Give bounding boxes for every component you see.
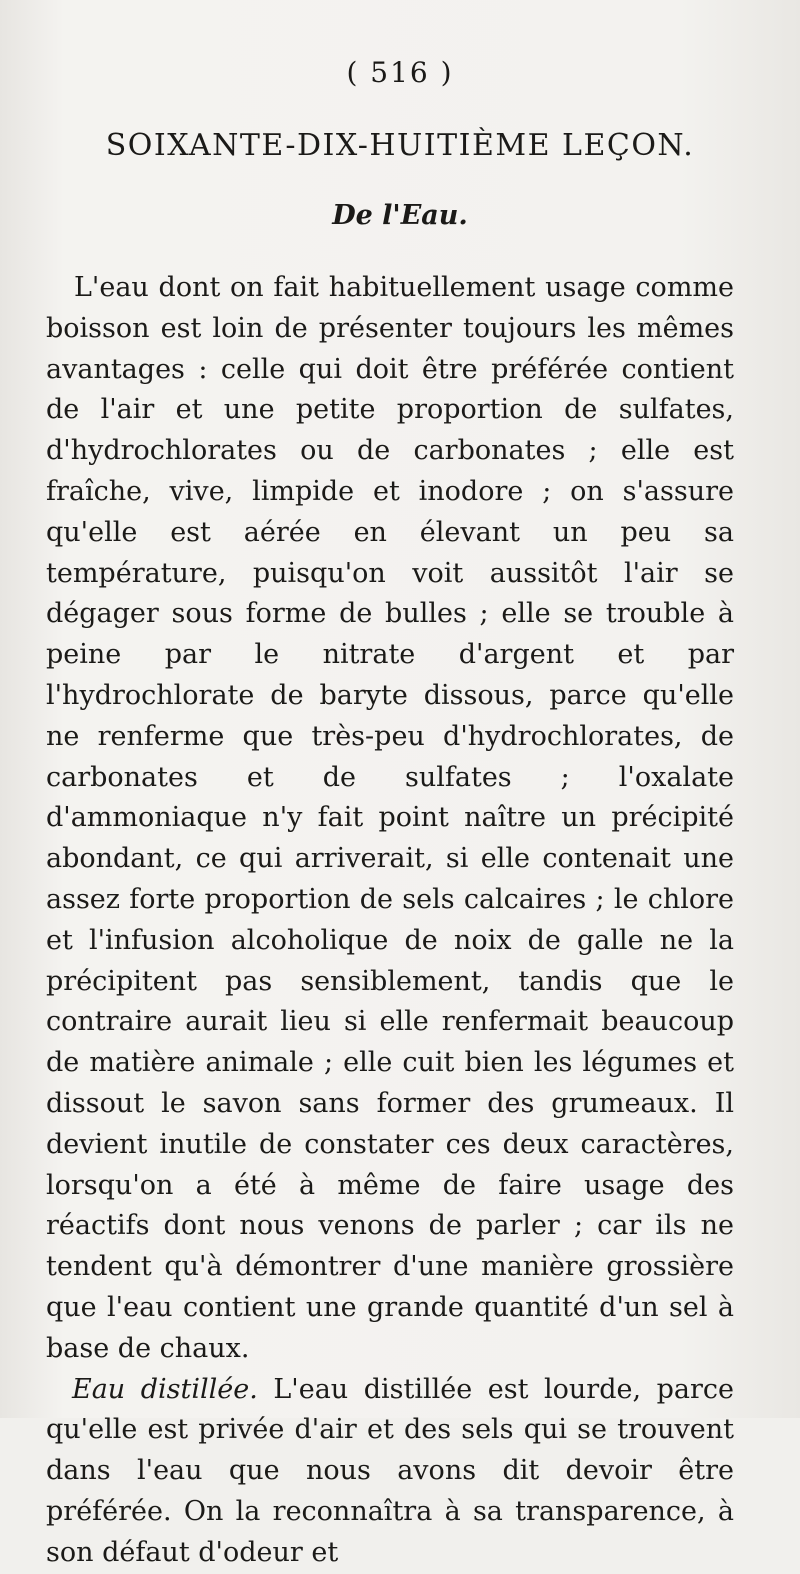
paragraph: [46, 1370, 734, 1574]
chapter-title: SOIXANTE-DIX-HUITIÈME LEÇON.: [105, 128, 695, 163]
page-number: ( 516 ): [346, 56, 454, 89]
section-title: De l'Eau.: [332, 200, 468, 231]
paragraph: [46, 268, 734, 1370]
paragraph-lead: Eau distillée.: [72, 1373, 258, 1405]
body-text: [46, 268, 734, 1574]
paragraph-text: L'eau dont on fait habituellement usage comme boisson est loin de présenter toujours les mêmes avantages : celle qui doit être préférée contient de l'air et une petite proportion de sulfates, d'hydrochlorates ou de carbonates ; elle est fraîche, vive, limpide et inodore ; on s'assure qu'elle est aérée en élevant un peu sa température, puisqu'on voit aussitôt l'air se dégager sous forme de bulles ; elle se trouble à peine par le nitrate d'argent et par l'hydrochlorate de baryte dissous, parce qu'elle ne renferme que très-peu d'hydrochlorates, de carbonates et de sulfates ; l'oxalate d'ammoniaque n'y fait point naître un précipité abondant, ce qui arriverait, si elle contenait une assez forte proportion de sels calcaires ; le chlore et l'infusion alcoholique de noix de galle ne la précipitent pas sensiblement, tandis que le contraire aurait lieu si elle renfermait beaucoup de matière animale ; elle cuit bien les légumes et dissout le savon sans former des grumeaux. Il devient inutile de constater ces deux caractères, lorsqu'on a été à même de faire usage des réactifs dont nous venons de parler ; car ils ne tendent qu'à démontrer d'une manière grossière que l'eau contient une grande quantité d'un sel à base de chaux.: [46, 272, 734, 1364]
paragraph-text: L'eau distillée est lourde, parce qu'elle est privée d'air et des sels qui se trouvent dans l'eau que nous avons dit devoir être préférée. On la reconnaîtra à sa transparence, à son défaut d'odeur et: [46, 1373, 734, 1568]
